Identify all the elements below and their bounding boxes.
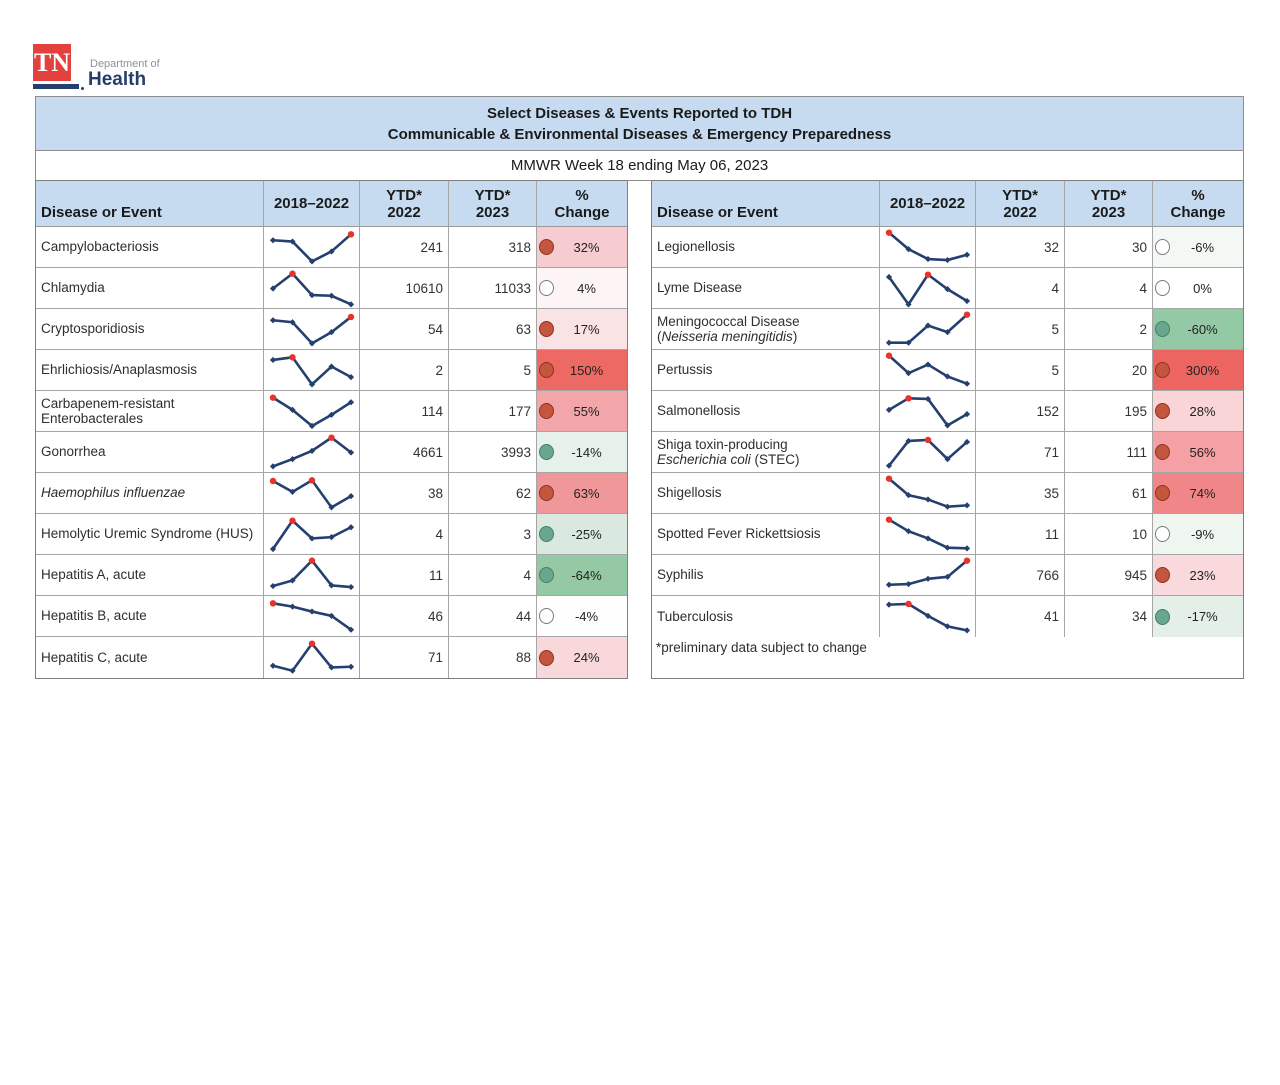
pct-change-value: 23% (1189, 567, 1216, 583)
table-row (36, 596, 627, 637)
table-row (652, 432, 1243, 473)
pct-change-value: 74% (1189, 485, 1216, 501)
disease-name: Carbapenem-resistant Enterobacterales (36, 391, 264, 432)
disease-name: Hemolytic Uremic Syndrome (HUS) (36, 514, 264, 555)
peak-year-dot (885, 516, 891, 522)
logo-health: Health (88, 69, 147, 90)
ytd-2023-value: 88 (449, 637, 537, 678)
ytd-2023-value: 11033 (449, 268, 537, 309)
disease-name: Gonorrhea (36, 432, 264, 473)
trend-cell (264, 268, 360, 309)
change-indicator-dot (1155, 321, 1170, 337)
column-header-disease: Disease or Event (36, 181, 264, 227)
trend-sparkline-2018-2022 (265, 310, 359, 349)
ytd-2023-value: 61 (1065, 473, 1153, 514)
trend-sparkline-2018-2022 (881, 433, 975, 472)
disease-name: Syphilis (652, 555, 880, 596)
pct-change-value: -25% (571, 526, 602, 542)
trend-sparkline-2018-2022 (881, 269, 975, 308)
pct-change-cell (1153, 596, 1243, 637)
pct-change-value: -14% (571, 444, 602, 460)
pct-change-cell (537, 473, 627, 514)
peak-year-dot (963, 557, 969, 563)
trend-cell (880, 432, 976, 473)
table-row (36, 473, 627, 514)
change-indicator-dot (1155, 609, 1170, 625)
table-row (36, 391, 627, 432)
table-row (652, 227, 1243, 268)
peak-year-dot (924, 436, 930, 442)
trend-cell (880, 596, 976, 637)
pct-change-value: 55% (573, 403, 600, 419)
column-header-ytd-2022: YTD* 2022 (360, 181, 449, 227)
ytd-2023-value: 44 (449, 596, 537, 637)
trend-sparkline-2018-2022 (265, 433, 359, 472)
column-header-ytd-2022: YTD* 2022 (976, 181, 1065, 227)
peak-year-dot (905, 395, 911, 401)
ytd-2023-value: 62 (449, 473, 537, 514)
ytd-2023-value: 195 (1065, 391, 1153, 432)
trend-cell (264, 309, 360, 350)
disease-name: Lyme Disease (652, 268, 880, 309)
ytd-2023-value: 945 (1065, 555, 1153, 596)
ytd-2023-value: 10 (1065, 514, 1153, 555)
ytd-2022-value: 241 (360, 227, 449, 268)
pct-change-value: 32% (573, 239, 600, 255)
ytd-2023-value: 177 (449, 391, 537, 432)
pct-change-value: 56% (1189, 444, 1216, 460)
pct-change-cell (537, 514, 627, 555)
peak-year-dot (347, 313, 353, 319)
peak-year-dot (308, 477, 314, 483)
table-header (36, 181, 627, 227)
ytd-2022-value: 4 (360, 514, 449, 555)
disease-name: Salmonellosis (652, 391, 880, 432)
peak-year-dot (289, 270, 295, 276)
peak-year-dot (347, 231, 353, 237)
change-indicator-dot (539, 650, 554, 666)
peak-year-dot (885, 352, 891, 358)
pct-change-cell (537, 268, 627, 309)
trend-sparkline-2018-2022 (265, 515, 359, 554)
table-row (36, 309, 627, 350)
trend-sparkline-2018-2022 (265, 392, 359, 431)
table-row (652, 514, 1243, 555)
pct-change-value: -60% (1187, 321, 1218, 337)
pct-change-value: 17% (573, 321, 600, 337)
change-indicator-dot (1155, 239, 1170, 255)
trend-cell (264, 637, 360, 678)
ytd-2023-value: 3 (449, 514, 537, 555)
pct-change-cell (537, 350, 627, 391)
column-header-trend: 2018–2022 (880, 181, 976, 227)
ytd-2022-value: 4661 (360, 432, 449, 473)
pct-change-value: 63% (573, 485, 600, 501)
trend-sparkline-2018-2022 (265, 269, 359, 308)
ytd-2023-value: 5 (449, 350, 537, 391)
trend-cell (264, 227, 360, 268)
ytd-2023-value: 3993 (449, 432, 537, 473)
ytd-2023-value: 2 (1065, 309, 1153, 350)
trend-sparkline-2018-2022 (881, 392, 975, 431)
column-header-ytd-2023: YTD* 2023 (449, 181, 537, 227)
peak-year-dot (308, 640, 314, 646)
disease-name: Shigellosis (652, 473, 880, 514)
pct-change-value: 300% (1185, 362, 1220, 378)
trend-sparkline-2018-2022 (265, 351, 359, 390)
disease-name: Tuberculosis (652, 596, 880, 637)
change-indicator-dot (1155, 280, 1170, 296)
pct-change-cell (1153, 473, 1243, 514)
table-row (652, 473, 1243, 514)
change-indicator-dot (1155, 403, 1170, 419)
tdh-logo (33, 44, 253, 92)
change-indicator-dot (1155, 444, 1170, 460)
report-title (35, 96, 1244, 151)
ytd-2022-value: 11 (360, 555, 449, 596)
column-header-pct-change: % Change (1153, 181, 1243, 227)
trend-sparkline-2018-2022 (265, 638, 359, 677)
disease-name: Cryptosporidiosis (36, 309, 264, 350)
trend-cell (880, 268, 976, 309)
peak-year-dot (905, 601, 911, 607)
peak-year-dot (328, 434, 334, 440)
table-row (652, 555, 1243, 596)
table-header (652, 181, 1243, 227)
change-indicator-dot (539, 444, 554, 460)
disease-name: Campylobacteriosis (36, 227, 264, 268)
change-indicator-dot (539, 239, 554, 255)
mmwr-week-banner: MMWR Week 18 ending May 06, 2023 (35, 150, 1244, 181)
table-row (36, 268, 627, 309)
trend-sparkline-2018-2022 (881, 597, 975, 636)
ytd-2023-value: 4 (449, 555, 537, 596)
table-row (652, 350, 1243, 391)
pct-change-value: -4% (574, 608, 599, 624)
ytd-2022-value: 46 (360, 596, 449, 637)
trend-sparkline-2018-2022 (265, 597, 359, 636)
trend-cell (880, 473, 976, 514)
trend-cell (264, 473, 360, 514)
pct-change-cell (537, 596, 627, 637)
pct-change-cell (1153, 555, 1243, 596)
pct-change-cell (537, 227, 627, 268)
trend-cell (880, 391, 976, 432)
pct-change-cell (1153, 309, 1243, 350)
peak-year-dot (963, 311, 969, 317)
change-indicator-dot (1155, 362, 1170, 378)
peak-year-dot (289, 354, 295, 360)
disease-tables (35, 180, 1244, 679)
ytd-2022-value: 71 (360, 637, 449, 678)
logo-underline (33, 84, 79, 89)
trend-sparkline-2018-2022 (265, 474, 359, 513)
disease-name: Meningococcal Disease (Neisseria meningitidis) (652, 309, 880, 350)
trend-cell (880, 514, 976, 555)
disease-table-right (651, 180, 1244, 679)
disease-name: Hepatitis B, acute (36, 596, 264, 637)
trend-sparkline-2018-2022 (265, 228, 359, 267)
change-indicator-dot (1155, 485, 1170, 501)
trend-cell (264, 432, 360, 473)
ytd-2022-value: 4 (976, 268, 1065, 309)
pct-change-value: -17% (1187, 609, 1218, 624)
trend-cell (880, 350, 976, 391)
trend-cell (264, 555, 360, 596)
ytd-2023-value: 4 (1065, 268, 1153, 309)
disease-name: Legionellosis (652, 227, 880, 268)
table-row (652, 391, 1243, 432)
trend-cell (880, 227, 976, 268)
trend-sparkline-2018-2022 (881, 474, 975, 513)
ytd-2023-value: 20 (1065, 350, 1153, 391)
trend-sparkline-2018-2022 (881, 228, 975, 267)
change-indicator-dot (1155, 526, 1170, 542)
trend-cell (880, 555, 976, 596)
pct-change-value: -9% (1190, 526, 1215, 542)
trend-sparkline-2018-2022 (881, 556, 975, 595)
ytd-2022-value: 41 (976, 596, 1065, 637)
column-header-disease: Disease or Event (652, 181, 880, 227)
pct-change-value: 150% (569, 362, 604, 378)
ytd-2022-value: 11 (976, 514, 1065, 555)
peak-year-dot (885, 229, 891, 235)
change-indicator-dot (539, 608, 554, 624)
table-row (36, 637, 627, 678)
change-indicator-dot (539, 403, 554, 419)
change-indicator-dot (539, 485, 554, 501)
disease-name: Spotted Fever Rickettsiosis (652, 514, 880, 555)
peak-year-dot (269, 477, 275, 483)
disease-name: Haemophilus influenzae (36, 473, 264, 514)
disease-name: Ehrlichiosis/Anaplasmosis (36, 350, 264, 391)
table-body-right (652, 227, 1243, 637)
table-body-left (36, 227, 627, 678)
report-title-line2: Communicable & Environmental Diseases & Emergency Preparedness (387, 125, 892, 143)
tn-logo-mark (33, 44, 71, 81)
pct-change-cell (537, 432, 627, 473)
pct-change-value: 24% (573, 650, 600, 665)
change-indicator-dot (1155, 567, 1170, 583)
peak-year-dot (308, 557, 314, 563)
peak-year-dot (269, 394, 275, 400)
change-indicator-dot (539, 567, 554, 583)
column-header-pct-change: % Change (537, 181, 627, 227)
logo-dot (81, 87, 84, 90)
table-row (652, 596, 1243, 637)
ytd-2022-value: 71 (976, 432, 1065, 473)
peak-year-dot (924, 271, 930, 277)
change-indicator-dot (539, 362, 554, 378)
ytd-2023-value: 111 (1065, 432, 1153, 473)
ytd-2023-value: 34 (1065, 596, 1153, 637)
pct-change-value: -6% (1190, 239, 1215, 255)
ytd-2022-value: 5 (976, 309, 1065, 350)
ytd-2023-value: 63 (449, 309, 537, 350)
ytd-2022-value: 32 (976, 227, 1065, 268)
column-header-trend: 2018–2022 (264, 181, 360, 227)
ytd-2022-value: 2 (360, 350, 449, 391)
disease-name: Hepatitis C, acute (36, 637, 264, 678)
pct-change-cell (537, 391, 627, 432)
table-row (652, 309, 1243, 350)
ytd-2022-value: 152 (976, 391, 1065, 432)
ytd-2023-value: 30 (1065, 227, 1153, 268)
disease-name: Chlamydia (36, 268, 264, 309)
ytd-2022-value: 766 (976, 555, 1065, 596)
disease-table-left (35, 180, 628, 679)
change-indicator-dot (539, 526, 554, 542)
table-row (36, 514, 627, 555)
pct-change-cell (1153, 514, 1243, 555)
ytd-2022-value: 10610 (360, 268, 449, 309)
footnote-text: *preliminary data subject to change (656, 640, 867, 655)
column-header-ytd-2023: YTD* 2023 (1065, 181, 1153, 227)
table-row (652, 268, 1243, 309)
table-row (36, 227, 627, 268)
table-row (36, 432, 627, 473)
pct-change-value: 0% (1193, 280, 1212, 296)
table-row (36, 555, 627, 596)
pct-change-value: 4% (577, 280, 596, 296)
pct-change-cell (537, 555, 627, 596)
table-gap (628, 180, 651, 679)
ytd-2022-value: 114 (360, 391, 449, 432)
trend-sparkline-2018-2022 (881, 310, 975, 349)
ytd-2022-value: 38 (360, 473, 449, 514)
pct-change-cell (537, 637, 627, 678)
change-indicator-dot (539, 280, 554, 296)
change-indicator-dot (539, 321, 554, 337)
pct-change-value: 28% (1189, 403, 1216, 419)
trend-cell (264, 350, 360, 391)
pct-change-cell (1153, 432, 1243, 473)
report-title-line1: Select Diseases & Events Reported to TDH (486, 104, 793, 122)
trend-sparkline-2018-2022 (881, 515, 975, 554)
trend-sparkline-2018-2022 (881, 351, 975, 390)
ytd-2023-value: 318 (449, 227, 537, 268)
pct-change-value: -64% (571, 567, 602, 583)
trend-sparkline-2018-2022 (265, 556, 359, 595)
logo-department-of: Department of (90, 58, 160, 70)
ytd-2022-value: 54 (360, 309, 449, 350)
ytd-2022-value: 5 (976, 350, 1065, 391)
trend-cell (264, 514, 360, 555)
disease-name: Hepatitis A, acute (36, 555, 264, 596)
trend-cell (880, 309, 976, 350)
tn-logo-text: TN (33, 47, 71, 77)
peak-year-dot (289, 517, 295, 523)
footnote-row (652, 637, 1243, 678)
pct-change-cell (1153, 227, 1243, 268)
table-row (36, 350, 627, 391)
ytd-2022-value: 35 (976, 473, 1065, 514)
pct-change-cell (537, 309, 627, 350)
disease-name: Shiga toxin-producing Escherichia coli (STEC) (652, 432, 880, 473)
disease-name: Pertussis (652, 350, 880, 391)
trend-cell (264, 596, 360, 637)
trend-cell (264, 391, 360, 432)
pct-change-cell (1153, 391, 1243, 432)
peak-year-dot (269, 600, 275, 606)
pct-change-cell (1153, 268, 1243, 309)
pct-change-cell (1153, 350, 1243, 391)
peak-year-dot (885, 475, 891, 481)
